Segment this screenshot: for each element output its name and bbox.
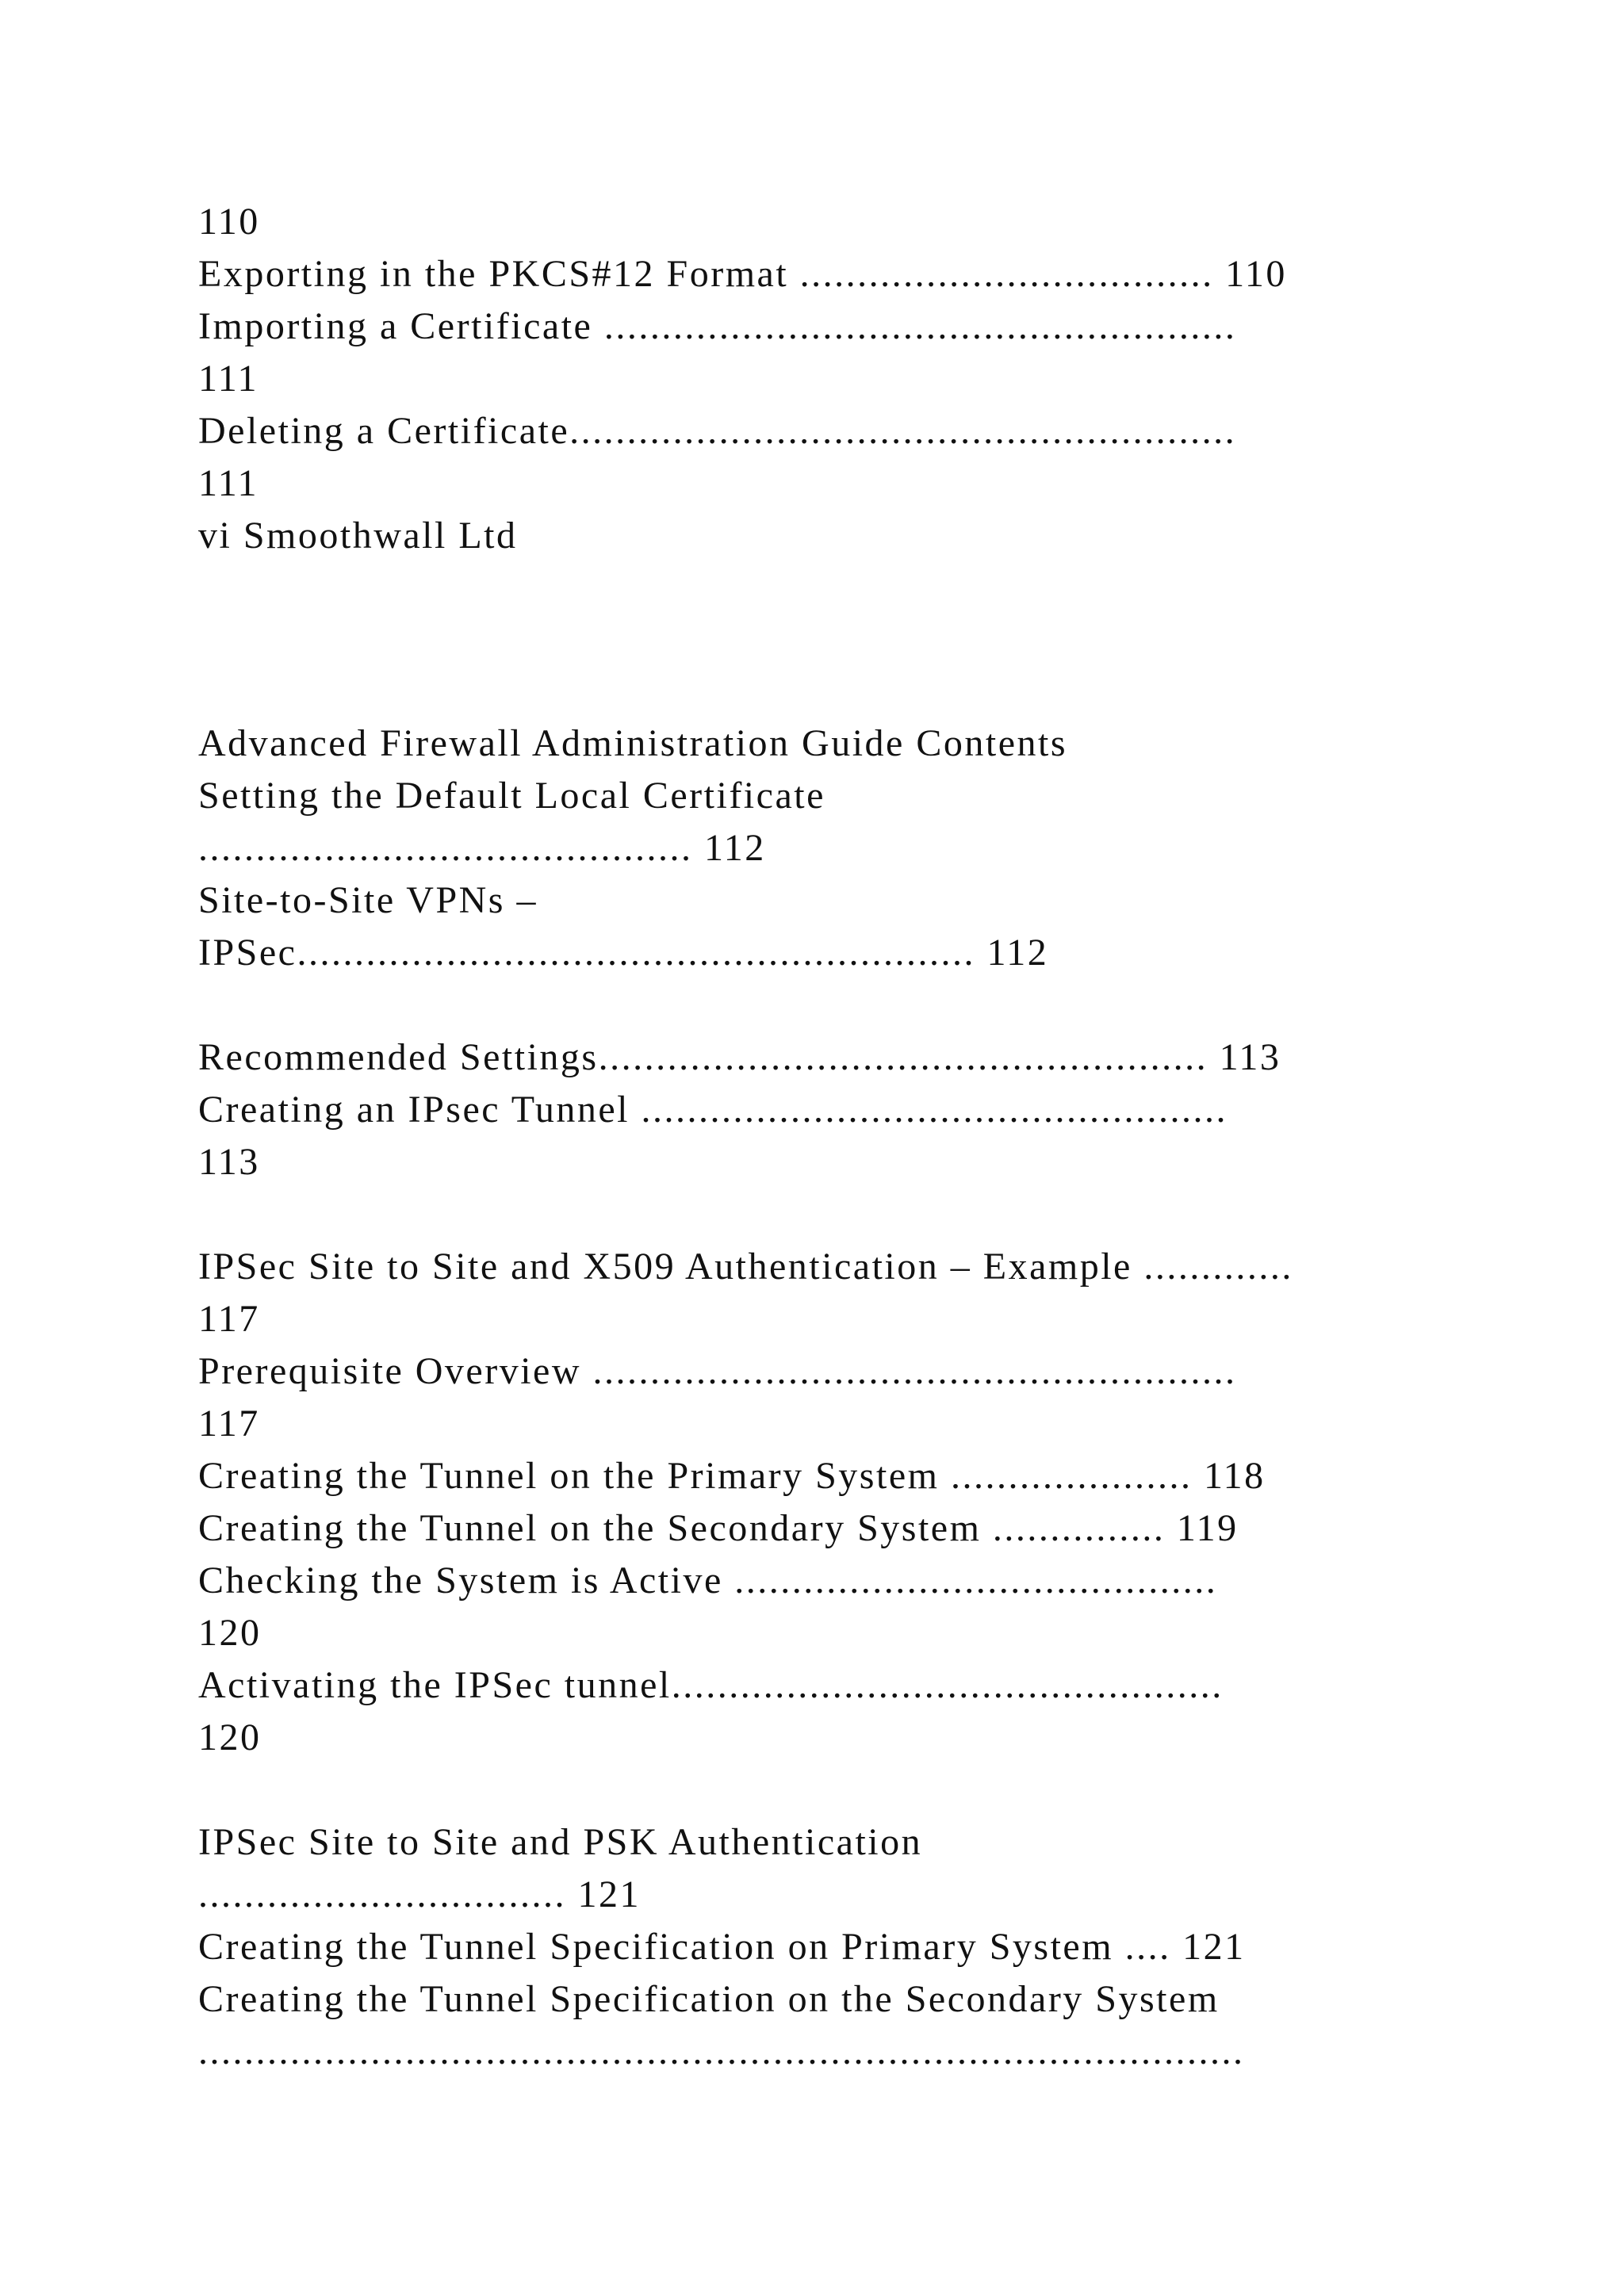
toc-leader-line: ........................................... 112 (198, 827, 766, 869)
page-footer: vi Smoothwall Ltd (198, 515, 518, 557)
toc-entry-recommended-settings: Recommended Settings..................................................... 113 (198, 1036, 1281, 1078)
toc-page-number: 120 (198, 1612, 262, 1654)
toc-entry-psk-authentication: IPSec Site to Site and PSK Authentication (198, 1821, 923, 1863)
toc-entry-creating-ipsec-tunnel: Creating an IPsec Tunnel ................................................... (198, 1089, 1228, 1131)
toc-page-number: 111 (198, 462, 259, 504)
toc-entry-exporting-pkcs12: Exporting in the PKCS#12 Format .................................... 110 (198, 253, 1287, 295)
toc-entry-activating-ipsec-tunnel: Activating the IPSec tunnel................................................ (198, 1664, 1224, 1706)
toc-leader-line: ................................ 121 (198, 1873, 641, 1915)
toc-leader-line: IPSec........................................................... 112 (198, 932, 1049, 974)
toc-entry-x509-example: IPSec Site to Site and X509 Authentication – Example ............. (198, 1246, 1293, 1288)
toc-leader-line: ........................................................................................... (198, 2030, 1245, 2072)
toc-entry-spec-secondary: Creating the Tunnel Specification on the Secondary System (198, 1978, 1220, 2020)
toc-entry-tunnel-secondary: Creating the Tunnel on the Secondary System ............... 119 (198, 1507, 1239, 1549)
toc-entry-tunnel-primary: Creating the Tunnel on the Primary System ..................... 118 (198, 1455, 1266, 1497)
toc-page-number: 111 (198, 358, 259, 400)
toc-entry-importing-certificate: Importing a Certificate ....................................................... (198, 305, 1237, 347)
toc-page-number: 113 (198, 1141, 260, 1183)
toc-entry-site-to-site-vpns: Site-to-Site VPNs – (198, 879, 538, 921)
toc-page-number: 117 (198, 1402, 260, 1445)
toc-entry-checking-system-active: Checking the System is Active .......................................... (198, 1559, 1218, 1601)
toc-page-number: 110 (198, 201, 260, 243)
toc-entry-deleting-certificate: Deleting a Certificate.......................................................... (198, 410, 1237, 452)
toc-entry-spec-primary: Creating the Tunnel Specification on Primary System .... 121 (198, 1926, 1246, 1968)
toc-entry-prerequisite-overview: Prerequisite Overview ........................................................ (198, 1350, 1237, 1392)
toc-page-number: 120 (198, 1716, 262, 1758)
toc-entry-default-local-certificate: Setting the Default Local Certificate (198, 775, 825, 817)
toc-page-number: 117 (198, 1298, 260, 1340)
page-header: Advanced Firewall Administration Guide Contents (198, 722, 1068, 764)
